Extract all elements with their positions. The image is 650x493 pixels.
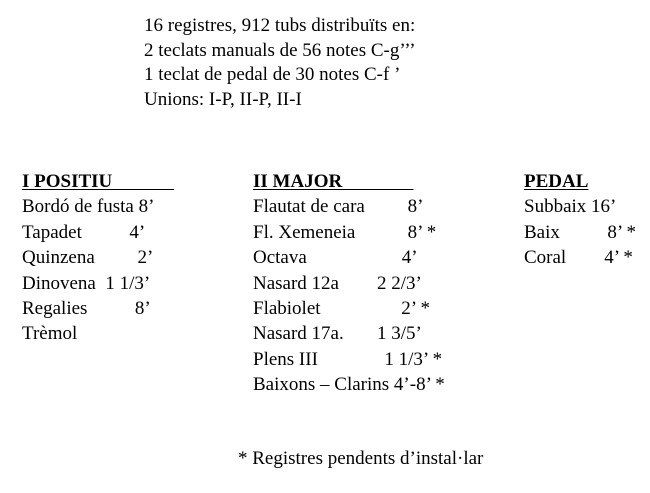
register-item: Octava 4’ [253,247,418,269]
register-item: Baix 8’ * [524,221,637,243]
summary-line-manuals: 2 teclats manuals de 56 notes C-g’’’ [144,39,416,61]
summary-line-pedal: 1 teclat de pedal de 30 notes C-f ’ [144,64,401,85]
register-item: Bordó de fusta 8’ [22,196,155,218]
column-heading-major: II MAJOR [253,171,414,192]
register-item: Tapadet 4’ [22,221,146,243]
register-item: Fl. Xemeneia 8’ * [253,221,437,243]
register-item: Trèmol [22,323,78,345]
register-item: Plens III 1 1/3’ * [253,348,443,370]
register-item: Flautat de cara 8’ [253,196,424,218]
summary-line-registers: 16 registres, 912 tubs distribuïts en: [144,15,416,36]
register-item: Dinovena 1 1/3’ [22,272,151,294]
column-major [253,169,445,398]
column-heading-positiu: I POSITIU [22,171,175,192]
register-item: Nasard 12a 2 2/3’ [253,272,422,294]
register-item: Quinzena 2’ [22,247,154,269]
register-item: Flabiolet 2’ * [253,298,430,320]
summary-line-couplers: Unions: I-P, II-P, II-I [144,88,302,110]
organ-summary [144,14,416,112]
register-item: Subbaix 16’ [524,196,617,218]
column-heading-pedal: PEDAL [524,171,589,192]
footnote: * Registres pendents d’instal·lar [238,448,484,469]
register-item: Nasard 17a. 1 3/5’ [253,323,422,345]
register-item: Baixons – Clarins 4’-8’ * [253,374,445,396]
register-item: Coral 4’ * [524,247,633,269]
column-positiu [22,169,174,347]
column-pedal [524,169,636,271]
register-item: Regalies 8’ [22,298,151,320]
